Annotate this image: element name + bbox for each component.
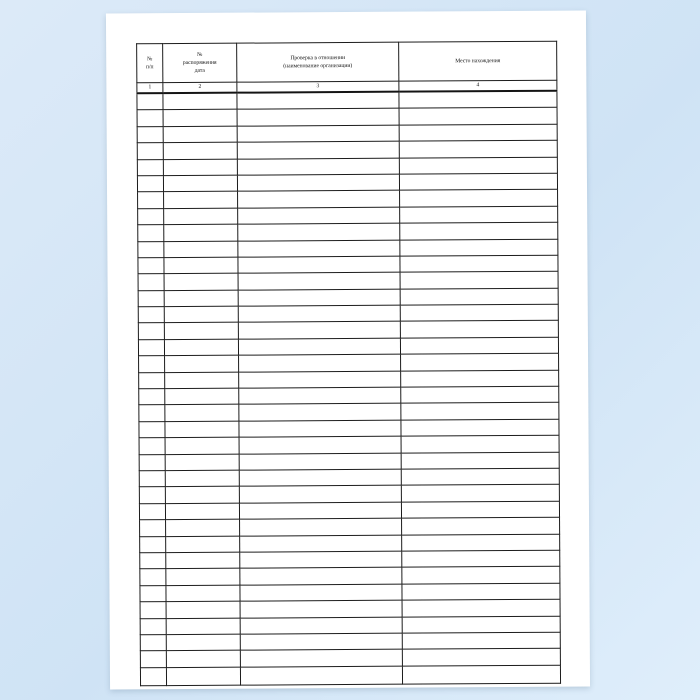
- header-row: [137, 41, 557, 83]
- table-cell[interactable]: [166, 568, 240, 585]
- table-cell[interactable]: [238, 338, 400, 355]
- table-cell[interactable]: [140, 635, 166, 652]
- table-cell[interactable]: [239, 420, 401, 437]
- table-cell[interactable]: [399, 173, 557, 190]
- table-cell[interactable]: [138, 192, 164, 209]
- table-cell[interactable]: [138, 208, 164, 225]
- table-cell[interactable]: [164, 192, 238, 209]
- table-cell[interactable]: [240, 617, 402, 634]
- table-cell[interactable]: [400, 288, 558, 305]
- header-line: №: [197, 51, 203, 58]
- table-cell[interactable]: [400, 337, 558, 354]
- table-cell[interactable]: [164, 241, 238, 258]
- column-number-cell: 3: [237, 81, 399, 92]
- header-line: №: [147, 56, 153, 63]
- table-cell[interactable]: [402, 583, 560, 600]
- table-cell[interactable]: [139, 356, 165, 373]
- table-cell[interactable]: [402, 665, 560, 684]
- column-number-cell: 1: [137, 83, 163, 94]
- table-cell[interactable]: [402, 517, 560, 534]
- table-cell[interactable]: [165, 372, 239, 389]
- header-line: п/п: [145, 64, 154, 71]
- table-cell[interactable]: [140, 618, 166, 635]
- table-cell[interactable]: [401, 485, 559, 502]
- table-cell[interactable]: [401, 353, 559, 370]
- table-cell[interactable]: [400, 190, 558, 207]
- table-cell[interactable]: [240, 600, 402, 617]
- header-line: распоряжения: [182, 59, 217, 66]
- table-head: [137, 41, 557, 93]
- table-cell[interactable]: [138, 339, 164, 356]
- table-cell[interactable]: [165, 454, 239, 471]
- table-cell[interactable]: [164, 323, 238, 340]
- table-cell[interactable]: [140, 553, 166, 570]
- table-cell[interactable]: [402, 534, 560, 551]
- table-cell[interactable]: [399, 91, 557, 109]
- table-cell[interactable]: [239, 436, 401, 453]
- column-header-organization: [237, 42, 399, 82]
- table-cell[interactable]: [239, 469, 401, 486]
- table-cell[interactable]: [166, 585, 240, 602]
- table-cell[interactable]: [166, 667, 240, 685]
- table-cell[interactable]: [400, 255, 558, 272]
- table-cell[interactable]: [400, 239, 558, 256]
- table-cell[interactable]: [237, 109, 399, 126]
- table-cell[interactable]: [139, 454, 165, 471]
- table-cell[interactable]: [140, 569, 166, 586]
- paper-sheet: [106, 11, 590, 690]
- table-cell[interactable]: [238, 322, 400, 339]
- table-cell[interactable]: [402, 599, 560, 616]
- table-cell[interactable]: [140, 651, 166, 668]
- table-cell[interactable]: [239, 371, 401, 388]
- table-cell[interactable]: [164, 224, 238, 241]
- table-cell[interactable]: [237, 158, 399, 175]
- table-cell[interactable]: [140, 602, 166, 619]
- table-cell[interactable]: [238, 240, 400, 257]
- table-cell[interactable]: [400, 206, 558, 223]
- table-cell[interactable]: [237, 141, 399, 158]
- table-cell[interactable]: [402, 632, 560, 649]
- table-cell[interactable]: [240, 535, 402, 552]
- table-cell[interactable]: [164, 273, 238, 290]
- column-header-number: [137, 44, 163, 83]
- table-cell[interactable]: [238, 272, 400, 289]
- table-cell[interactable]: [238, 207, 400, 224]
- table-cell[interactable]: [163, 93, 237, 110]
- table-cell[interactable]: [164, 208, 238, 225]
- table-cell[interactable]: [138, 274, 164, 291]
- table-cell[interactable]: [240, 666, 402, 685]
- column-header-order: [163, 43, 237, 82]
- table-cell[interactable]: [240, 633, 402, 650]
- table-cell[interactable]: [137, 176, 163, 193]
- table-cell[interactable]: [165, 470, 239, 487]
- table-cell[interactable]: [401, 419, 559, 436]
- table-cell[interactable]: [139, 389, 165, 406]
- table-cell[interactable]: [401, 435, 559, 452]
- table-cell[interactable]: [401, 386, 559, 403]
- column-number-cell: 2: [163, 82, 237, 93]
- table-cell[interactable]: [401, 468, 559, 485]
- table-body: [137, 91, 561, 686]
- header-line: дата: [194, 67, 205, 74]
- table-cell[interactable]: [137, 110, 163, 127]
- table-cell[interactable]: [165, 421, 239, 438]
- table-cell[interactable]: [164, 257, 238, 274]
- table-cell[interactable]: [239, 502, 401, 519]
- table-cell[interactable]: [401, 501, 559, 518]
- table-row[interactable]: [140, 665, 560, 686]
- table-cell[interactable]: [138, 225, 164, 242]
- table-cell[interactable]: [163, 110, 237, 127]
- table-cell[interactable]: [401, 403, 559, 420]
- table-cell[interactable]: [137, 159, 163, 176]
- table-cell[interactable]: [240, 649, 402, 666]
- table-cell[interactable]: [237, 125, 399, 142]
- table-cell[interactable]: [163, 126, 237, 143]
- table-cell[interactable]: [139, 471, 165, 488]
- table-cell[interactable]: [138, 258, 164, 275]
- table-cell[interactable]: [400, 272, 558, 289]
- header-line: (наименование организации): [283, 62, 353, 70]
- inspection-register-table: [136, 41, 561, 686]
- table-cell[interactable]: [139, 405, 165, 422]
- table-cell[interactable]: [166, 536, 240, 553]
- table-cell[interactable]: [165, 355, 239, 372]
- table-cell[interactable]: [240, 518, 402, 535]
- table-cell[interactable]: [238, 305, 400, 322]
- header-line: Место нахождения: [455, 58, 501, 65]
- table-cell[interactable]: [399, 108, 557, 125]
- table-cell[interactable]: [402, 567, 560, 584]
- table-cell[interactable]: [401, 370, 559, 387]
- table-cell[interactable]: [164, 290, 238, 307]
- table-cell[interactable]: [139, 503, 165, 520]
- table-cell[interactable]: [140, 520, 166, 537]
- table-cell[interactable]: [240, 584, 402, 601]
- table-cell[interactable]: [402, 616, 560, 633]
- table-cell[interactable]: [237, 174, 399, 191]
- table-cell[interactable]: [166, 552, 240, 569]
- table-cell[interactable]: [401, 452, 559, 469]
- table-cell[interactable]: [139, 487, 165, 504]
- column-header-location: [399, 41, 557, 81]
- table-cell[interactable]: [166, 618, 240, 635]
- table-cell[interactable]: [163, 175, 237, 192]
- table-cell[interactable]: [237, 92, 399, 110]
- table-cell[interactable]: [399, 124, 557, 141]
- table-cell[interactable]: [239, 354, 401, 371]
- table-cell[interactable]: [166, 519, 240, 536]
- table-cell[interactable]: [399, 157, 557, 174]
- table-cell[interactable]: [165, 503, 239, 520]
- table-cell[interactable]: [138, 241, 164, 258]
- table-cell[interactable]: [139, 438, 165, 455]
- table-cell[interactable]: [139, 421, 165, 438]
- table-cell[interactable]: [166, 650, 240, 667]
- table-cell[interactable]: [138, 307, 164, 324]
- table-container: [136, 41, 560, 686]
- table-cell[interactable]: [165, 487, 239, 504]
- table-cell[interactable]: [164, 306, 238, 323]
- table-cell[interactable]: [137, 143, 163, 160]
- table-cell[interactable]: [137, 93, 163, 110]
- table-cell[interactable]: [139, 372, 165, 389]
- table-cell[interactable]: [163, 142, 237, 159]
- table-cell[interactable]: [163, 159, 237, 176]
- table-cell[interactable]: [238, 256, 400, 273]
- table-cell[interactable]: [166, 601, 240, 618]
- table-cell[interactable]: [238, 223, 400, 240]
- table-cell[interactable]: [140, 667, 166, 685]
- table-cell[interactable]: [164, 339, 238, 356]
- table-cell[interactable]: [239, 387, 401, 404]
- table-cell[interactable]: [400, 304, 558, 321]
- table-cell[interactable]: [137, 126, 163, 143]
- table-cell[interactable]: [138, 290, 164, 307]
- table-cell[interactable]: [400, 222, 558, 239]
- table-cell[interactable]: [240, 568, 402, 585]
- table-cell[interactable]: [165, 388, 239, 405]
- table-cell[interactable]: [165, 405, 239, 422]
- table-cell[interactable]: [239, 404, 401, 421]
- header-line: Проверка в отношении: [290, 54, 346, 62]
- table-cell[interactable]: [239, 486, 401, 503]
- table-cell[interactable]: [238, 191, 400, 208]
- table-cell[interactable]: [399, 140, 557, 157]
- column-number-cell: 4: [399, 80, 557, 91]
- table-cell[interactable]: [239, 453, 401, 470]
- table-cell[interactable]: [140, 585, 166, 602]
- table-cell[interactable]: [402, 648, 560, 665]
- table-cell[interactable]: [140, 536, 166, 553]
- table-cell[interactable]: [165, 437, 239, 454]
- table-cell[interactable]: [166, 634, 240, 651]
- table-cell[interactable]: [240, 551, 402, 568]
- table-cell[interactable]: [238, 289, 400, 306]
- table-cell[interactable]: [402, 550, 560, 567]
- table-cell[interactable]: [400, 321, 558, 338]
- table-cell[interactable]: [138, 323, 164, 340]
